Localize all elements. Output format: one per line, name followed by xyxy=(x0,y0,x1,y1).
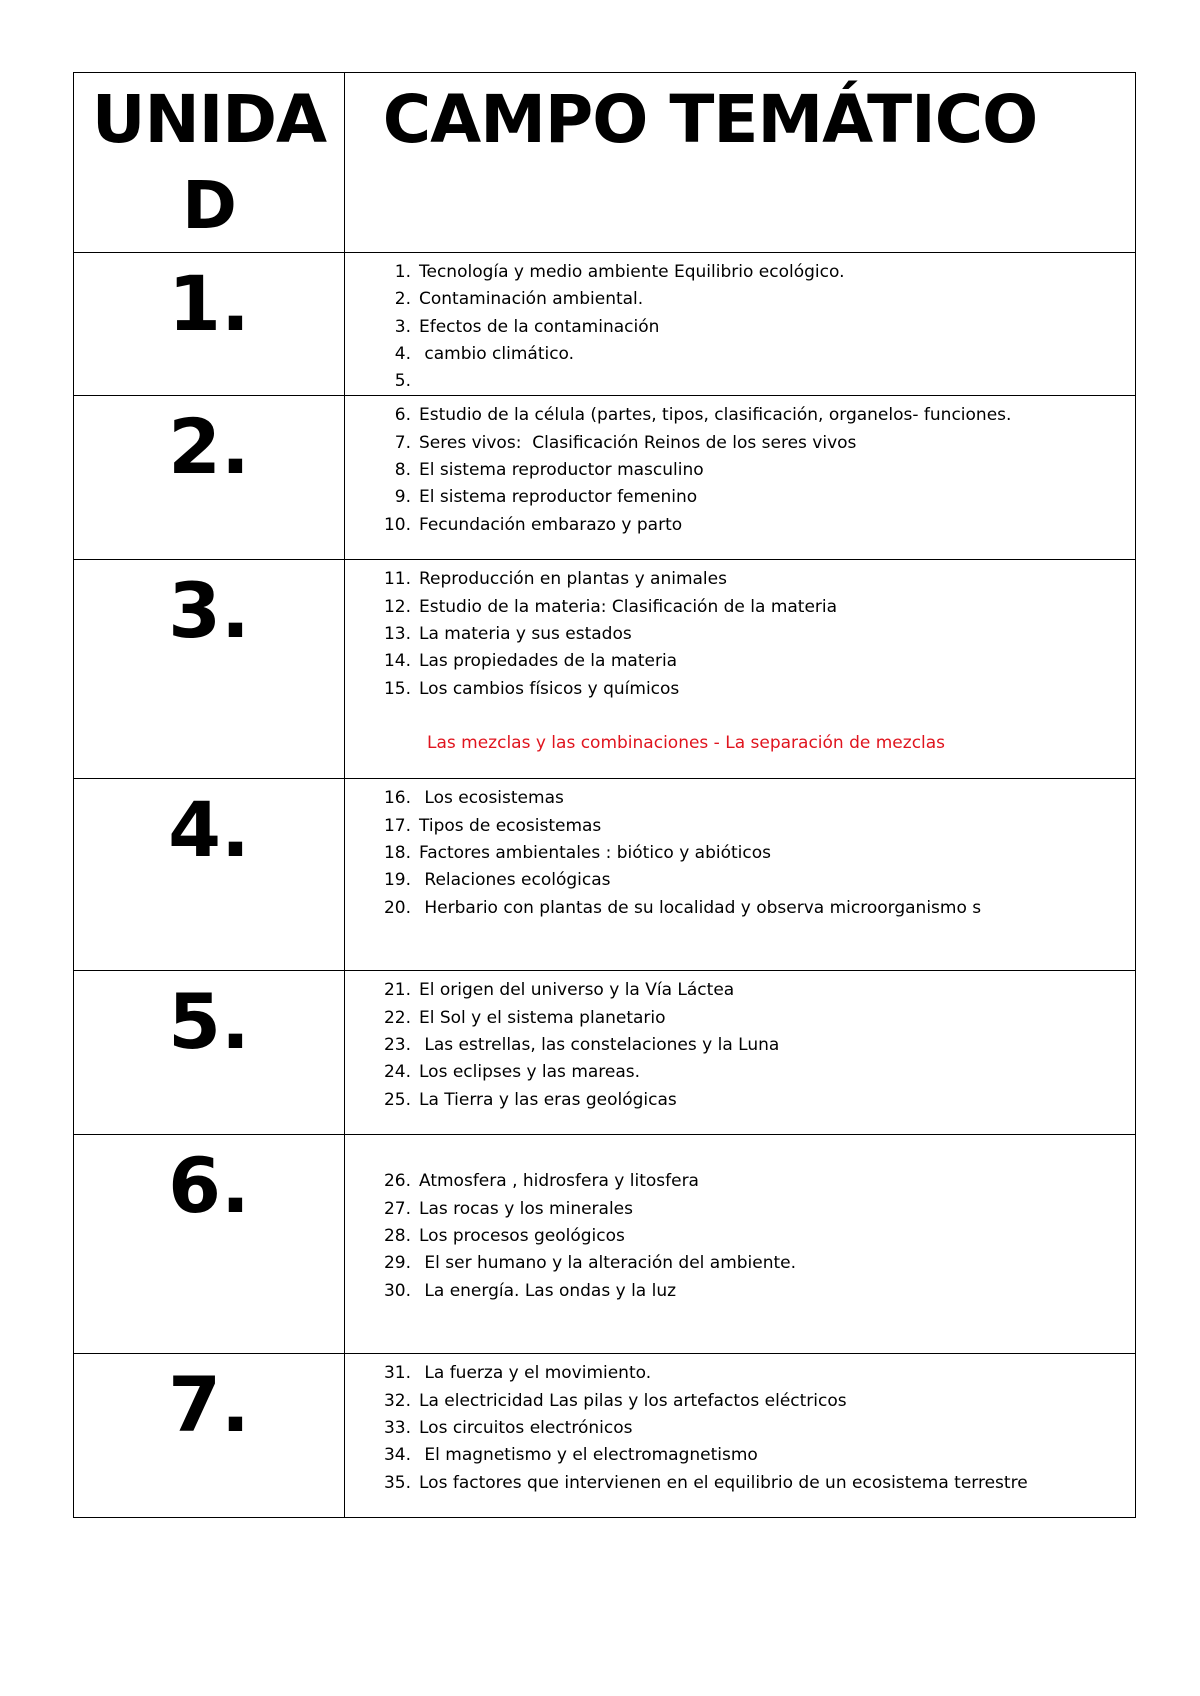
topic-text: Las rocas y los minerales xyxy=(419,1198,634,1219)
topic-item xyxy=(345,1196,1135,1223)
unit-number-cell xyxy=(74,971,345,1135)
topic-item xyxy=(345,368,1135,395)
topic-text: Los eclipses y las mareas. xyxy=(419,1062,641,1083)
topic-item xyxy=(345,895,1135,922)
unit-topics-cell xyxy=(345,971,1136,1135)
topic-number: 14. xyxy=(383,651,411,672)
topic-number: 4. xyxy=(394,343,411,364)
topic-item xyxy=(345,1032,1135,1059)
topic-text: Tecnología y medio ambiente Equilibrio ecológico. xyxy=(419,262,845,282)
topic-item xyxy=(345,1250,1135,1277)
topic-item xyxy=(345,621,1135,648)
topic-text: La fuerza y el movimiento. xyxy=(419,1363,652,1384)
topic-item xyxy=(345,867,1135,894)
topic-number: 16. xyxy=(383,788,411,809)
unit-number: 5. xyxy=(168,977,250,1067)
topic-number: 15. xyxy=(383,678,411,699)
topic-item xyxy=(345,1005,1135,1032)
topic-text: El sistema reproductor masculino xyxy=(419,460,704,481)
topic-list xyxy=(345,253,1135,395)
topic-number: 24. xyxy=(383,1062,411,1083)
topic-number: 33. xyxy=(383,1418,411,1439)
topic-item xyxy=(345,785,1135,812)
highlighted-note: Las mezclas y las combinaciones - La separación de mezclas xyxy=(427,732,946,753)
header-row xyxy=(74,73,1136,253)
topic-text: Reproducción en plantas y animales xyxy=(419,569,727,590)
topic-item xyxy=(345,648,1135,675)
topic-number: 31. xyxy=(383,1363,411,1384)
topic-text: El origen del universo y la Vía Láctea xyxy=(419,980,735,1001)
topic-item xyxy=(345,402,1135,429)
unit-topics-cell xyxy=(345,1135,1136,1354)
topic-text: Las propiedades de la materia xyxy=(419,651,678,672)
topic-list xyxy=(345,971,1135,1113)
topic-text: Herbario con plantas de su localidad y observa microorganismo s xyxy=(419,897,982,918)
topic-text: Relaciones ecológicas xyxy=(419,870,611,891)
topic-list xyxy=(345,1135,1135,1304)
unit-row-3 xyxy=(74,560,1136,779)
topic-text: La materia y sus estados xyxy=(419,624,632,645)
topic-text: Estudio de la materia: Clasificación de la materia xyxy=(419,596,838,617)
topic-number: 19. xyxy=(383,870,411,891)
topic-item xyxy=(345,813,1135,840)
topic-number: 13. xyxy=(383,624,411,645)
topic-number: 29. xyxy=(383,1253,411,1274)
header-topic-label: CAMPO TEMÁTICO xyxy=(382,81,1038,158)
topic-number: 26. xyxy=(383,1171,411,1192)
unit-number-cell xyxy=(74,779,345,971)
unit-row-6 xyxy=(74,1135,1136,1354)
unit-row-2 xyxy=(74,396,1136,560)
topic-item xyxy=(345,1087,1135,1114)
topic-list xyxy=(345,1354,1135,1496)
topic-text: La energía. Las ondas y la luz xyxy=(419,1280,677,1301)
topic-number: 7. xyxy=(394,432,411,453)
topic-number: 6. xyxy=(394,405,411,426)
unit-number-cell xyxy=(74,1354,345,1518)
topic-item xyxy=(345,286,1135,313)
topic-item xyxy=(345,1360,1135,1387)
topic-number: 30. xyxy=(383,1280,411,1301)
topic-text: Los procesos geológicos xyxy=(419,1226,625,1247)
topic-text: Tipos de ecosistemas xyxy=(419,815,602,836)
topic-text: La electricidad Las pilas y los artefactos eléctricos xyxy=(419,1390,847,1411)
topic-number: 25. xyxy=(383,1089,411,1110)
topic-number: 22. xyxy=(383,1007,411,1028)
topic-text: El ser humano y la alteración del ambiente. xyxy=(419,1253,797,1274)
unit-topics-cell xyxy=(345,560,1136,779)
unit-row-5 xyxy=(74,971,1136,1135)
topic-text: Estudio de la célula (partes, tipos, clasificación, organelos- funciones. xyxy=(419,405,1012,426)
topic-text: La Tierra y las eras geológicas xyxy=(419,1089,677,1110)
topic-number: 8. xyxy=(394,460,411,481)
topic-text: Las estrellas, las constelaciones y la Luna xyxy=(419,1035,780,1056)
topic-number: 11. xyxy=(383,569,411,590)
topic-number: 18. xyxy=(383,843,411,864)
topic-number: 27. xyxy=(383,1198,411,1219)
topic-number: 9. xyxy=(394,487,411,508)
topic-text: Los ecosistemas xyxy=(419,788,564,809)
topic-number: 28. xyxy=(383,1226,411,1247)
topic-number: 20. xyxy=(383,897,411,918)
topic-text: Atmosfera , hidrosfera y litosfera xyxy=(419,1171,699,1192)
unit-number-cell xyxy=(74,396,345,560)
topic-item xyxy=(345,484,1135,511)
unit-number: 7. xyxy=(168,1360,250,1450)
topic-item xyxy=(345,512,1135,539)
units-table xyxy=(73,72,1136,1518)
unit-number-cell xyxy=(74,1135,345,1354)
topic-number: 35. xyxy=(383,1472,411,1493)
topic-number: 10. xyxy=(383,514,411,535)
topic-item xyxy=(345,1388,1135,1415)
topic-number: 2. xyxy=(394,289,411,310)
topic-text: Los factores que intervienen en el equilibrio de un ecosistema terrestre xyxy=(419,1472,1028,1493)
topic-text: Factores ambientales : biótico y abióticos xyxy=(419,843,772,864)
topic-number: 3. xyxy=(394,316,411,337)
header-topic-cell xyxy=(345,73,1136,253)
topic-text: El Sol y el sistema planetario xyxy=(419,1007,666,1028)
unit-number: 1. xyxy=(168,259,250,348)
topic-item xyxy=(345,1470,1135,1497)
unit-number-cell xyxy=(74,253,345,396)
topic-item xyxy=(345,676,1135,703)
topic-text: Contaminación ambiental. xyxy=(419,289,644,310)
topic-text: cambio climático. xyxy=(419,343,575,364)
topic-item xyxy=(345,1442,1135,1469)
unit-topics-cell xyxy=(345,1354,1136,1518)
topic-item xyxy=(345,840,1135,867)
topic-item xyxy=(345,1278,1135,1305)
topic-text: Seres vivos: Clasificación Reinos de los seres vivos xyxy=(419,432,857,453)
unit-number: 2. xyxy=(168,402,250,492)
unit-row-7 xyxy=(74,1354,1136,1518)
topic-item xyxy=(345,1168,1135,1195)
topic-text: Efectos de la contaminación xyxy=(419,316,660,337)
topic-item xyxy=(345,566,1135,593)
topic-number: 1. xyxy=(394,262,411,282)
topic-item xyxy=(345,594,1135,621)
unit-number: 6. xyxy=(168,1141,250,1231)
unit-topics-cell xyxy=(345,396,1136,560)
topic-item xyxy=(345,457,1135,484)
topic-item xyxy=(345,430,1135,457)
topic-number: 5. xyxy=(394,371,411,392)
topic-text: Fecundación embarazo y parto xyxy=(419,514,683,535)
unit-row-1 xyxy=(74,253,1136,396)
topic-item xyxy=(345,1223,1135,1250)
topic-item xyxy=(345,314,1135,341)
topic-item xyxy=(345,259,1135,286)
unit-row-4 xyxy=(74,779,1136,971)
unit-topics-cell xyxy=(345,779,1136,971)
topic-list xyxy=(345,396,1135,538)
topic-list xyxy=(345,560,1135,702)
topic-number: 32. xyxy=(383,1390,411,1411)
topic-text: El magnetismo y el electromagnetismo xyxy=(419,1445,758,1466)
topic-item xyxy=(345,1415,1135,1442)
topic-number: 17. xyxy=(383,815,411,836)
header-unit-cell xyxy=(74,73,345,253)
unit-number-cell xyxy=(74,560,345,779)
topic-text: El sistema reproductor femenino xyxy=(419,487,698,508)
topic-number: 23. xyxy=(383,1035,411,1056)
header-unit-label: UNIDA D xyxy=(91,81,327,244)
topic-number: 21. xyxy=(383,980,411,1001)
topic-list xyxy=(345,779,1135,921)
topic-number: 34. xyxy=(383,1445,411,1466)
unit-topics-cell xyxy=(345,253,1136,396)
topic-item xyxy=(345,1059,1135,1086)
topic-number: 12. xyxy=(383,596,411,617)
topic-text: Los circuitos electrónicos xyxy=(419,1418,633,1439)
topic-item xyxy=(345,977,1135,1004)
unit-number: 3. xyxy=(168,566,250,656)
topic-item xyxy=(345,341,1135,368)
topic-text: Los cambios físicos y químicos xyxy=(419,678,680,699)
unit-number: 4. xyxy=(168,785,250,875)
